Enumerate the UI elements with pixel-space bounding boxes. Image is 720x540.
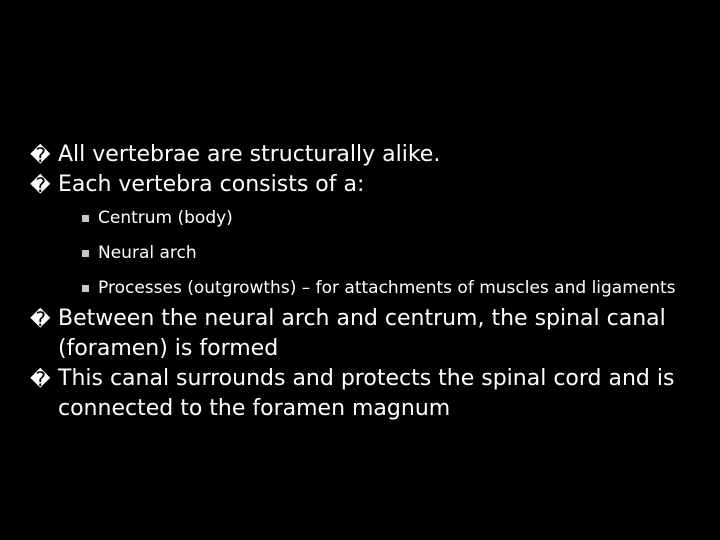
bullet-text: All vertebrae are structurally alike. bbox=[58, 142, 441, 167]
sub-bullet-text: Centrum (body) bbox=[98, 208, 233, 228]
bullet-item bbox=[30, 304, 700, 364]
bullet-item bbox=[30, 364, 700, 424]
sub-bullet-item bbox=[30, 276, 700, 300]
sub-bullet-item bbox=[30, 206, 700, 230]
sub-bullet-text: Processes (outgrowths) – for attachments of muscles and ligaments bbox=[98, 278, 676, 298]
bullet-text: This canal surrounds and protects the spinal cord and is connected to the foramen magnum bbox=[58, 366, 675, 421]
sub-bullet-text: Neural arch bbox=[98, 243, 197, 263]
bullet-text: Each vertebra consists of a: bbox=[58, 172, 365, 197]
sub-bullet-item bbox=[30, 241, 700, 265]
square-bullet-icon bbox=[82, 215, 89, 222]
bullet-text: Between the neural arch and centrum, the spinal canal (foramen) is formed bbox=[58, 306, 666, 361]
bullet-glyph: � bbox=[30, 143, 51, 167]
title-band bbox=[0, 0, 720, 113]
bullet-glyph: � bbox=[30, 173, 51, 197]
slide-content bbox=[30, 140, 700, 424]
bullet-item bbox=[30, 140, 700, 170]
bullet-item bbox=[30, 170, 700, 200]
square-bullet-icon bbox=[82, 285, 89, 292]
square-bullet-icon bbox=[82, 250, 89, 257]
bullet-glyph: � bbox=[30, 307, 51, 331]
sub-bullet-list bbox=[30, 206, 700, 300]
bullet-glyph: � bbox=[30, 367, 51, 391]
